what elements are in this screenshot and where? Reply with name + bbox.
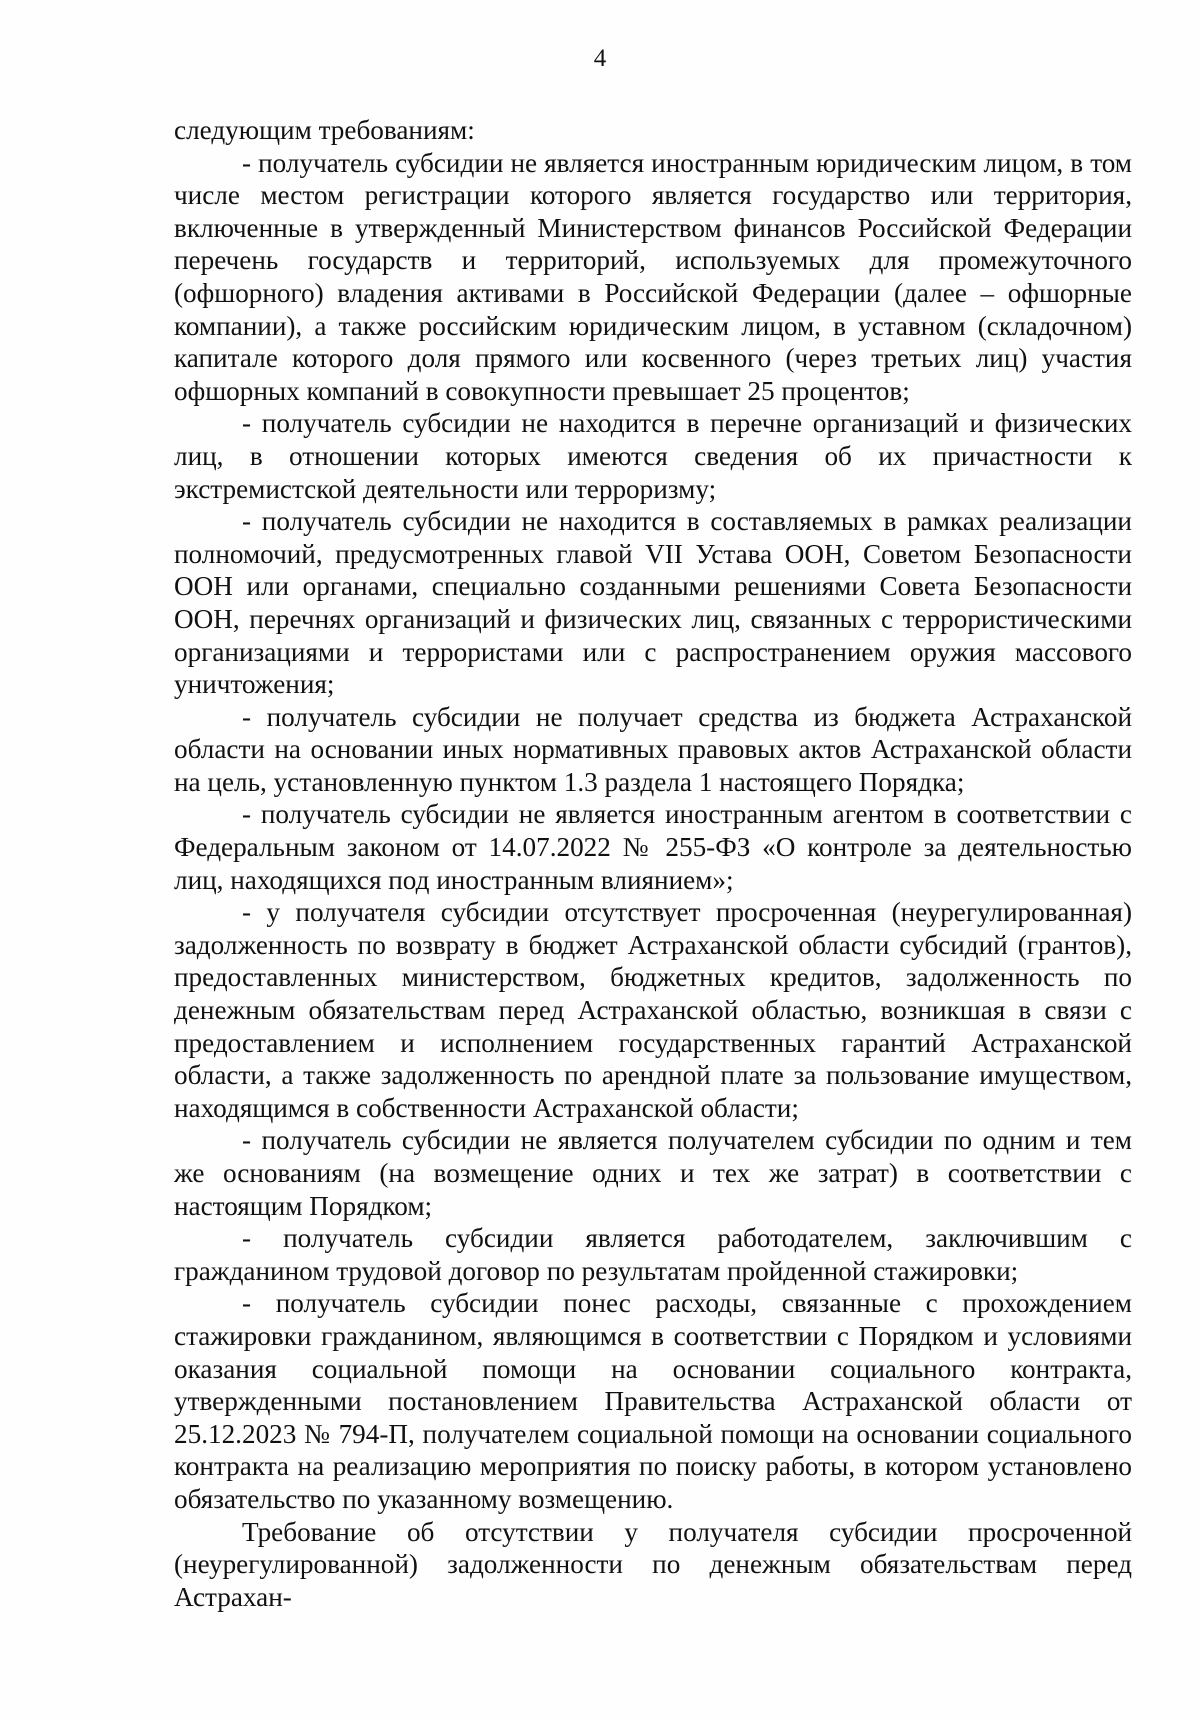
page-number: 4 bbox=[593, 45, 607, 72]
document-body bbox=[174, 114, 1132, 1613]
paragraph-debt-absence-note: Требование об отсутствии у получателя субсидии просроченной (неурегулированной) задолженности по денежным обязательствам перед Астрахан- bbox=[174, 1516, 1132, 1612]
paragraph-employer-requirement: - получатель субсидии является работодателем, заключившим с гражданином трудовой договор по результатам пройденной стажировки; bbox=[174, 1223, 1132, 1286]
paragraph-debt-requirement: - у получателя субсидии отсутствует просроченная (неурегулированная) задолженность по возврату в бюджет Астраханской области субсидий (грантов), предоставленных министерством, бюджетных кредитов, задолженность по денежным обязательствам перед Астраханской областью, возникшая в связи с предоставлением и исполнением государственных гарантий Астраханской области, а также задолженность по арендной плате за пользование имуществом, находящимся в собственности Астраханской области; bbox=[174, 897, 1132, 1123]
paragraph-offshore-requirement: - получатель субсидии не является иностранным юридическим лицом, в том числе местом регистрации которого является государство или территория, включенные в утвержденный Министерством финансов Российской Федерации перечень государств и территорий, используемых для промежуточного (офшорного) владения активами в Российской Федерации (далее – офшорные компании), а также российским юридическим лицом, в уставном (складочном) капитале которого доля прямого или косвенного (через третьих лиц) участия офшорных компаний в совокупности превышает 25 процентов; bbox=[174, 147, 1132, 406]
paragraph-intro: следующим требованиям: bbox=[174, 115, 475, 145]
paragraph-un-sanctions-requirement: - получатель субсидии не находится в составляемых в рамках реализации полномочий, предусмотренных главой VII Устава ООН, Советом Безопасности ООН или органами, специально созданными решениями Совета Безопасности ООН, перечнях организаций и физических лиц, связанных с террористическими организациями и террористами или с распространением оружия массового уничтожения; bbox=[174, 506, 1132, 700]
paragraph-budget-funds-requirement: - получатель субсидии не получает средства из бюджета Астраханской области на основании иных нормативных правовых актов Астраханской области на цель, установленную пунктом 1.3 раздела 1 настоящего Порядка; bbox=[174, 701, 1132, 797]
paragraph-duplicate-subsidy-requirement: - получатель субсидии не является получателем субсидии по одним и тем же основаниям (на возмещение одних и тех же затрат) в соответствии с настоящим Порядком; bbox=[174, 1125, 1132, 1221]
paragraph-extremism-requirement: - получатель субсидии не находится в перечне организаций и физических лиц, в отношении которых имеются сведения об их причастности к экстремистской деятельности или терроризму; bbox=[174, 408, 1132, 504]
paragraph-internship-expenses-requirement: - получатель субсидии понес расходы, связанные с прохождением стажировки гражданином, являющимся в соответствии с Порядком и условиями оказания социальной помощи на основании социального контракта, утвержденными постановлением Правительства Астраханской области от 25.12.2023 № 794-П, получателем социальной помощи на основании социального контракта на реализацию мероприятия по поиску работы, в котором установлено обязательство по указанному возмещению. bbox=[174, 1288, 1132, 1514]
paragraph-foreign-agent-requirement: - получатель субсидии не является иностранным агентом в соответствии с Федеральным законом от 14.07.2022 № 255-ФЗ «О контроле за деятельностью лиц, находящихся под иностранным влиянием»; bbox=[174, 799, 1132, 895]
